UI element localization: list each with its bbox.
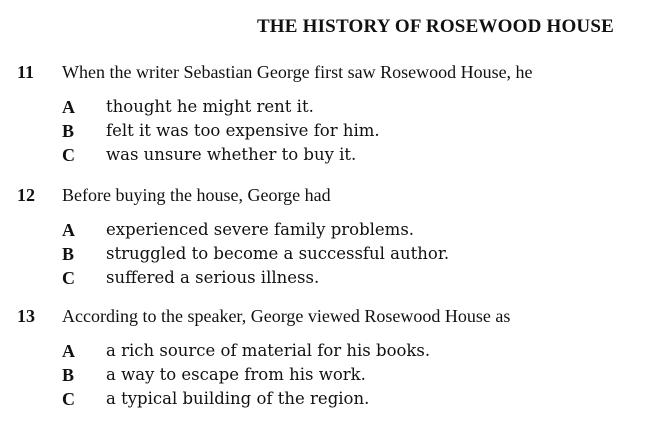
question-11 [0, 62, 658, 169]
option-letter: A [62, 220, 75, 240]
option-list [0, 341, 658, 413]
option-text: suffered a serious illness. [106, 268, 320, 287]
option-a[interactable] [0, 220, 658, 244]
option-text: thought he might rent it. [106, 97, 314, 116]
question-number: 12 [17, 185, 35, 205]
option-c[interactable] [0, 145, 658, 169]
option-b[interactable] [0, 244, 658, 268]
question-stem [0, 306, 658, 332]
option-text: a rich source of material for his books. [106, 341, 431, 360]
page-title: THE HISTORY OF ROSEWOOD HOUSE [256, 16, 614, 37]
option-letter: C [62, 268, 75, 288]
option-a[interactable] [0, 97, 658, 121]
question-text: Before buying the house, George had [62, 185, 331, 205]
option-letter: A [62, 341, 75, 361]
question-stem [0, 62, 658, 88]
option-c[interactable] [0, 268, 658, 292]
option-c[interactable] [0, 389, 658, 413]
option-letter: B [62, 365, 75, 385]
question-13 [0, 306, 658, 413]
option-list [0, 97, 658, 169]
option-letter: B [62, 244, 75, 264]
question-12 [0, 185, 658, 292]
option-letter: C [62, 389, 75, 409]
option-a[interactable] [0, 341, 658, 365]
question-number: 13 [17, 306, 35, 326]
option-text: felt it was too expensive for him. [106, 121, 380, 140]
question-text: When the writer Sebastian George first saw Rosewood House, he [62, 62, 533, 82]
option-text: experienced severe family problems. [106, 220, 415, 239]
option-text: a way to escape from his work. [106, 365, 366, 384]
option-letter: C [62, 145, 75, 165]
option-letter: B [62, 121, 75, 141]
question-text: According to the speaker, George viewed Rosewood House as [62, 306, 511, 326]
question-stem [0, 185, 658, 211]
option-text: a typical building of the region. [106, 389, 370, 408]
question-number: 11 [17, 62, 35, 82]
option-b[interactable] [0, 365, 658, 389]
option-text: was unsure whether to buy it. [106, 145, 357, 164]
option-b[interactable] [0, 121, 658, 145]
option-text: struggled to become a successful author. [106, 244, 450, 263]
option-letter: A [62, 97, 75, 117]
option-list [0, 220, 658, 292]
